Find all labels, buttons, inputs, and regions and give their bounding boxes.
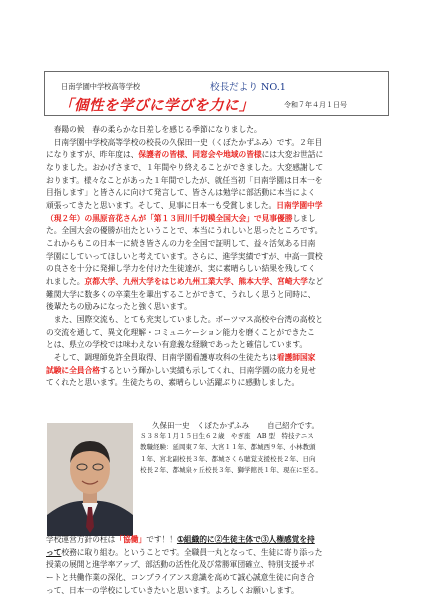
highlight-kyodo: 「協働」 [115, 535, 147, 544]
slogan: 「個性を学びに学びを力に」 [59, 97, 254, 114]
school-name: 日南学園中学校高等学校 [61, 82, 141, 91]
greeting-paragraph: 春陽の候 春の柔らかな日差しを感じる季節になりました。 日南学園中学校高等学校の校長の久保田一史（くぼたかずふみ）です。２年目 になりますが、昨年度は、保護者の皆様、同窓会や地域の皆様には大変お世話に なりました。おかげさまで、１年間やり終えることができました。大変感謝して おります。様々なことがあった１年間でしたが、就任当初「日南学園は日本一を 目指します」と皆さんに向けて発言して、皆さんは勉学に部活動に本当によく 頑張ってきたと思います。そして、見事に日本一も受賞しました。日南学園中学 （現２年）の黒原音花さんが「第１３回川千切模全国大会」で見事優勝しまし た。全国大会の優勝が出たということで、本当にうれしいと思ったところです。 これからもこの日本一に続き皆さんの力を全国で証明して、益々活気ある日南 学園にしていってほしいと考えています。さらに、進学実績ですが、中高一貫校 の良さを十分に発揮し学力を付けた生徒達が、実に素晴らしい結果を残してく れました。京都大学、九州大学をはじめ九州工業大学、熊本大学、宮崎大学など 難関大学に数多くの卒業生を輩出することができて、うれしく思うと同時に、 後輩たちの励みになったと強く思います。 [46, 125, 324, 312]
exchange-paragraph: また、国際交流も、とても充実していました。ボーツマス高校や台湾の高校と の交流を通して、異文化理解・コミュニケーション能力を磨くことができたこ とは、県立の学校では味わえない有意義な経験であったと確信しています。 そして、調理師免許全員取得、日南学園看護専攻科の生徒たちは看護師国家 試験に全員合格するという輝かしい実績も示してくれ、日南学園の底力を見せ てくれたと思います。生徒たちの、素晴らしい活躍ぶりに感動しました。 [46, 315, 323, 388]
newsletter-title: 校長だより NO.1 [210, 82, 286, 93]
self-introduction: 久保田一史 くぼたかずふみ 自己紹介です。 Ｓ３８年１月１５日生６２歳 やぎ座 AB 型 特技テニス 教職経験：延岡東７年、大宮１１年、都城西９年、小林教頭 １年、宮北副校長３年、都城さくら聴覚支援校長２年、日向 校長２年、都城泉ヶ丘校長３年、獅学館長１年、現在に至る。 [140, 421, 322, 474]
principal-name: 久保田一史 くぼたかずふみ [152, 421, 250, 430]
issue-date: 令和７年４月１日号 [284, 101, 347, 109]
policy-paragraph: 学校運営方針の柱は「協働」です！！①組織的に②生徒主体で③人権感覚を持 って校務に取り組む。ということです。全職員一丸となって、生徒に寄り添った 授業の展開と進学率アップ、部活動の活性化及び常勝軍団確立、特別支援サポ ートと共働作業の深化、コンプライアンス意識を高めて誠心誠意生徒に向き合 って、日本一の学校にしていきたいと思います。よろしくお願いします。 [46, 535, 323, 595]
highlight-thanks: 保護者の皆様、同窓会や地域の皆様 [138, 150, 262, 160]
newsletter-header [44, 71, 389, 116]
principal-photo [47, 423, 133, 536]
highlight-universities: 京都大学、九州大学をはじめ九州工業大学、熊本大学、宮崎大学 [84, 276, 308, 286]
highlight-nursing: 試験に全員合格 [46, 365, 100, 375]
portrait-image [47, 423, 133, 536]
